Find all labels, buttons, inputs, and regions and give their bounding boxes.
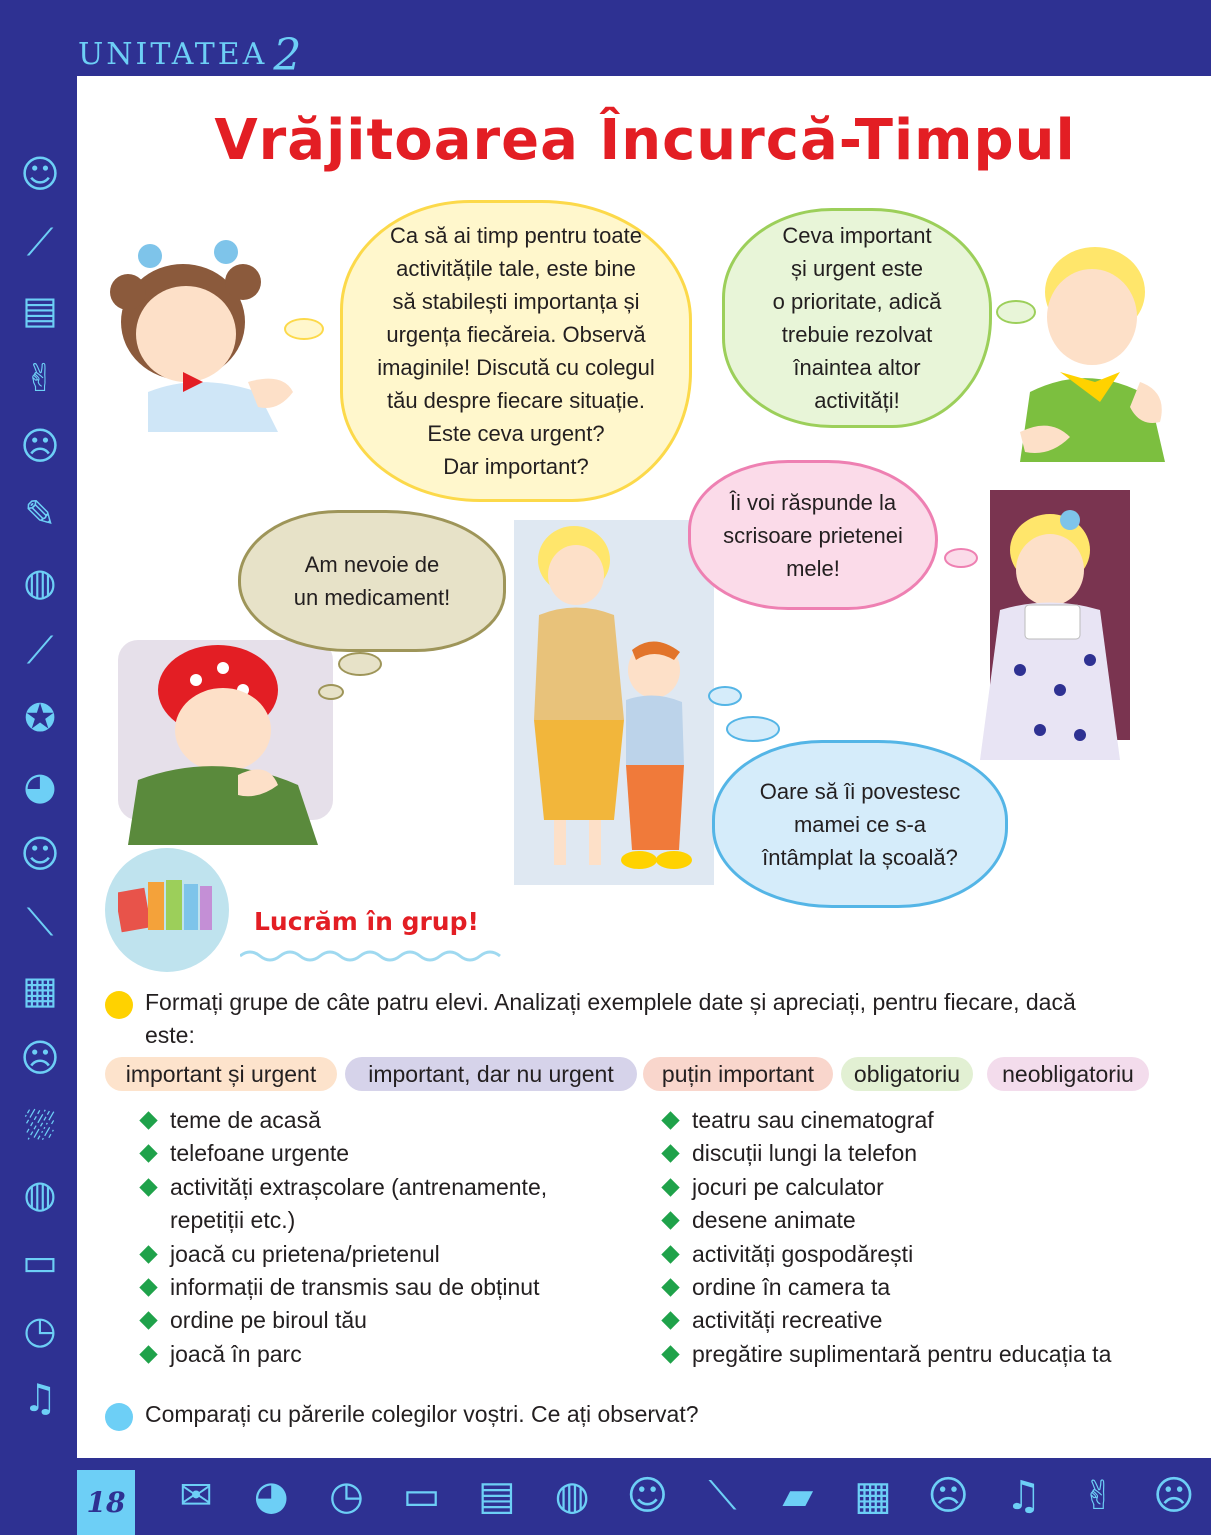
compare-instruction — [105, 1398, 905, 1431]
bubble-line: Ceva important — [782, 223, 932, 248]
book-icon: ▰ — [782, 1473, 814, 1519]
thought-puff — [726, 716, 780, 742]
task-text: Comparați cu părerile colegilor voștri. Ce ați observat? — [145, 1401, 699, 1427]
clock-icon: ◷ — [23, 1308, 57, 1352]
notebook-icon: ▤ — [477, 1473, 516, 1519]
thought-puff — [318, 684, 344, 700]
brush-icon: ⟋ — [26, 219, 54, 264]
bubble-line: Este ceva urgent? — [427, 421, 605, 446]
bubble-line: o prioritate, adică — [772, 289, 942, 314]
ticket-icon: ▭ — [22, 1240, 58, 1284]
bubble-line: și urgent este — [790, 256, 924, 281]
list-item: pregătire suplimentară pentru educația ta — [662, 1338, 1182, 1371]
bubble-line: întâmplat la școală? — [762, 844, 958, 870]
sad-face-icon: ☹ — [20, 424, 60, 468]
calendar-icon: ▦ — [22, 968, 58, 1012]
envelope-icon: ✉ — [179, 1473, 213, 1519]
list-item: activități recreative — [662, 1304, 1182, 1337]
girl-letter-illustration — [970, 490, 1150, 815]
bubble-line: activitățile tale, este bine — [396, 256, 636, 281]
smiley-icon: ☺ — [626, 1473, 669, 1519]
thought-puff — [944, 548, 978, 568]
letter-bubble — [688, 460, 938, 610]
category-tags — [105, 1057, 1165, 1091]
medicine-bubble — [238, 510, 506, 652]
list-item: telefoane urgente — [140, 1137, 620, 1170]
bubble-line: imaginile! Discută cu colegul — [377, 355, 655, 380]
category-tag: important și urgent — [105, 1057, 337, 1091]
thought-puff — [996, 300, 1036, 324]
clock-icon: ◷ — [328, 1473, 364, 1519]
priority-bubble — [722, 208, 992, 428]
activity-list-left — [140, 1104, 620, 1371]
bubble-line: Dar important? — [443, 454, 589, 479]
sick-girl-illustration — [118, 610, 333, 850]
mother-and-son-illustration — [514, 520, 714, 890]
boy-blond-illustration — [1000, 232, 1170, 462]
unit-label — [78, 24, 305, 81]
pencil-icon: ✎ — [24, 492, 56, 536]
bubble-line: să stabilești importanța și — [392, 289, 640, 314]
list-item: teatru sau cinematograf — [662, 1104, 1182, 1137]
bubble-line: trebuie rezolvat — [781, 322, 933, 347]
list-item: ordine în camera ta — [662, 1271, 1182, 1304]
list-item: joacă în parc — [140, 1338, 620, 1371]
category-tag: obligatoriu — [841, 1057, 973, 1091]
list-item: informații de transmis sau de obținut — [140, 1271, 620, 1304]
yellow-dot-icon — [105, 991, 133, 1019]
wave-divider — [240, 948, 502, 964]
apple-icon: ◍ — [23, 560, 57, 604]
activity-list-right — [662, 1104, 1182, 1371]
bubble-line: activități! — [814, 388, 900, 413]
list-item: ordine pe biroul tău — [140, 1304, 620, 1337]
bubble-line: Ca să ai timp pentru toate — [390, 223, 642, 248]
bubble-line: Oare să îi povestesc — [759, 778, 961, 804]
calendar-icon: ▦ — [854, 1473, 892, 1519]
bubble-line: un medicament! — [293, 585, 451, 610]
list-item: desene animate — [662, 1204, 1182, 1237]
side-icon-strip — [10, 140, 70, 1432]
unit-word: UNITATEA — [78, 37, 268, 72]
flute-icon: ⟋ — [26, 627, 54, 672]
shower-icon: ⛆ — [24, 1103, 56, 1148]
books-icon — [118, 872, 218, 934]
list-item: activități gospodărești — [662, 1238, 1182, 1271]
smiley-icon: ☺ — [20, 152, 60, 196]
category-tag: puțin important — [643, 1057, 833, 1091]
list-item: discuții lungi la telefon — [662, 1137, 1182, 1170]
page-title: Vrăjitoarea Încurcă-Timpul — [214, 108, 1076, 173]
thought-puff — [284, 318, 324, 340]
palette-icon: ◕ — [23, 764, 57, 808]
thought-puff — [338, 652, 382, 676]
category-tag: important, dar nu urgent — [345, 1057, 637, 1091]
sad-face-icon: ☹ — [1152, 1473, 1195, 1519]
apple-icon: ◍ — [23, 1172, 57, 1216]
list-item: activități extrașcolare (antrenamente, repetiții etc.) — [140, 1171, 620, 1238]
bubble-line: Am nevoie de — [304, 552, 440, 577]
music-note-icon: ♫ — [1005, 1473, 1042, 1519]
list-item: teme de acasă — [140, 1104, 620, 1137]
bubble-line: mele! — [786, 555, 840, 581]
school-bubble — [712, 740, 1008, 908]
notebook-icon: ▤ — [22, 288, 58, 332]
bubble-line: înaintea altor — [793, 355, 921, 380]
palette-icon: ◕ — [253, 1473, 289, 1519]
neutral-face-icon: ☺ — [20, 832, 60, 876]
task-instruction — [105, 986, 1125, 1052]
apple-icon: ◍ — [554, 1473, 590, 1519]
ticket-icon: ▭ — [402, 1473, 441, 1519]
victory-hand-icon: ✌ — [24, 356, 56, 400]
thought-puff — [708, 686, 742, 706]
sad-face-icon: ☹ — [20, 1036, 60, 1080]
page-number: 18 — [77, 1470, 135, 1535]
category-tag: neobligatoriu — [987, 1057, 1149, 1091]
bubble-line: scrisoare prietenei — [723, 522, 903, 548]
music-note-icon: ♫ — [22, 1376, 58, 1420]
sad-face-icon: ☹ — [927, 1473, 970, 1519]
bubble-line: urgența fiecăreia. Observă — [386, 322, 646, 347]
task-text: Formați grupe de câte patru elevi. Analizați exemplele date și apreciați, pentru fiecare, dacă este: — [145, 989, 1076, 1048]
blue-dot-icon — [105, 1403, 133, 1431]
list-item: joacă cu prietena/prietenul — [140, 1238, 620, 1271]
intro-bubble — [340, 200, 692, 502]
unit-number: 2 — [273, 30, 305, 81]
toothbrush-icon: ⟍ — [26, 899, 54, 944]
toothbrush-icon: ⟍ — [708, 1473, 737, 1519]
bubble-line: Îi voi răspunde la — [729, 489, 897, 515]
list-item: jocuri pe calculator — [662, 1171, 1182, 1204]
group-work-title: Lucrăm în grup! — [254, 907, 479, 936]
medal-icon: ✪ — [24, 696, 56, 740]
bottom-icon-strip — [165, 1462, 1205, 1530]
victory-hand-icon: ✌ — [1081, 1473, 1116, 1519]
bubble-line: tău despre fiecare situație. — [386, 388, 646, 413]
girl-pigtails-illustration — [108, 222, 298, 432]
bubble-line: mamei ce s-a — [793, 811, 927, 837]
